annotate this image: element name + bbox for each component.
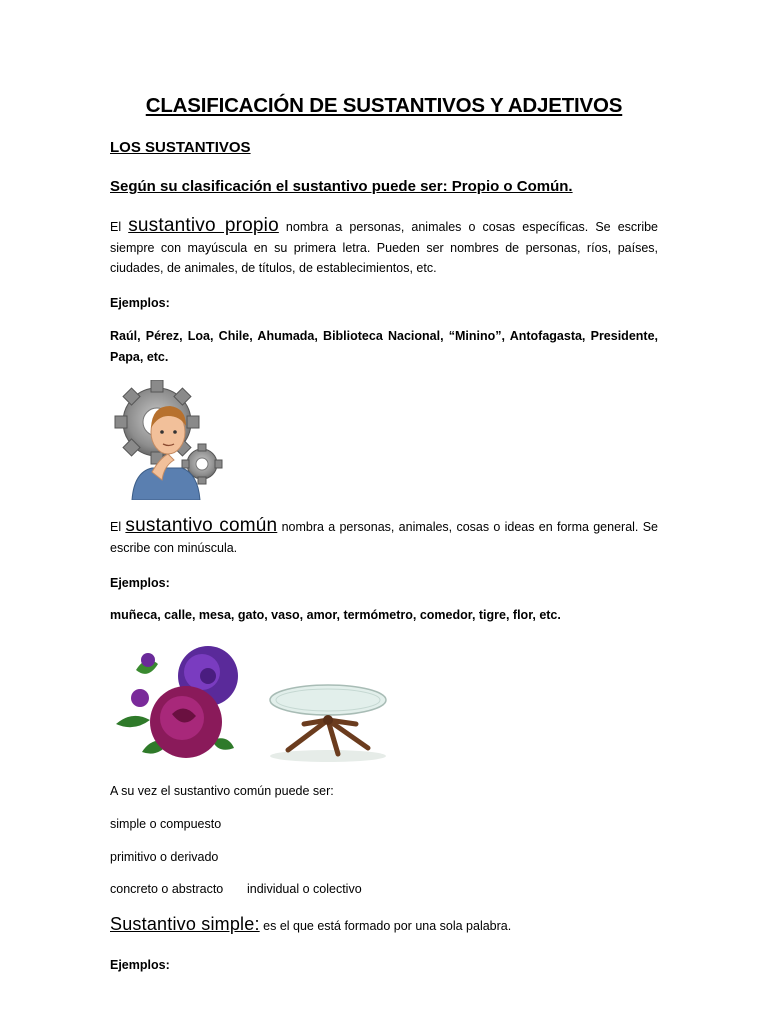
subtype-individual-colectivo: individual o colectivo bbox=[247, 882, 362, 896]
propio-lead: El bbox=[110, 220, 129, 234]
propio-term: sustantivo propio bbox=[128, 215, 279, 236]
comun-paragraph bbox=[110, 516, 658, 558]
roses-image bbox=[112, 640, 242, 768]
subtype-primitivo-derivado: primitivo o derivado bbox=[110, 850, 219, 864]
comun-term: sustantivo común bbox=[125, 515, 278, 536]
propio-text: nombra a personas, animales o cosas específicas. Se escribe siempre con mayúscula en su primera letra. Pueden ser nombres de personas, ríos, países, ciudades, de animales, de títulos, de establecimientos, etc. bbox=[110, 220, 658, 275]
simple-examples-label: Ejemplos: bbox=[110, 958, 170, 972]
thinking-man-gears-image bbox=[112, 380, 224, 500]
comun-examples-label: Ejemplos: bbox=[110, 576, 170, 590]
simple-paragraph bbox=[110, 914, 658, 937]
simple-term: Sustantivo simple: bbox=[110, 914, 260, 934]
comun-lead: El bbox=[110, 520, 126, 534]
classification-heading: Según su clasificación el sustantivo puede ser: Propio o Común. bbox=[110, 178, 573, 195]
section-heading: LOS SUSTANTIVOS bbox=[110, 139, 251, 156]
subtype-concreto-abstracto: concreto o abstracto bbox=[110, 882, 224, 896]
comun-examples: muñeca, calle, mesa, gato, vaso, amor, termómetro, comedor, tigre, flor, etc. bbox=[110, 608, 561, 622]
comun-text: nombra a personas, animales, cosas o ideas en forma general. Se escribe con minúscula. bbox=[110, 520, 658, 555]
subtypes-intro: A su vez el sustantivo común puede ser: bbox=[110, 784, 334, 798]
propio-paragraph bbox=[110, 216, 658, 279]
glass-table-image bbox=[268, 678, 398, 764]
document-title: CLASIFICACIÓN DE SUSTANTIVOS Y ADJETIVOS bbox=[145, 94, 623, 117]
subtype-simple-compuesto: simple o compuesto bbox=[110, 817, 222, 831]
propio-examples-label: Ejemplos: bbox=[110, 296, 170, 310]
simple-text: es el que está formado por una sola palabra. bbox=[259, 919, 512, 933]
propio-examples: Raúl, Pérez, Loa, Chile, Ahumada, Biblioteca Nacional, “Minino”, Antofagasta, Presidente, Papa, etc. bbox=[110, 329, 658, 364]
